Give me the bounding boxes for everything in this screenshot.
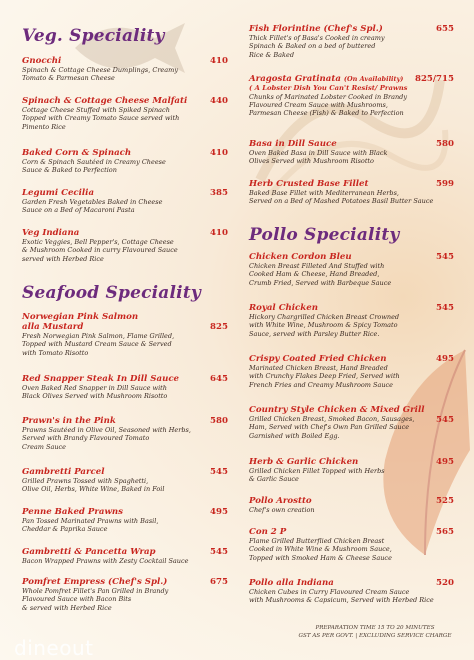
item-name: Herb & Garlic Chicken bbox=[249, 457, 359, 467]
veg-speciality-heading: Veg. Speciality bbox=[22, 26, 165, 46]
item-price: 495 bbox=[210, 507, 228, 517]
item-price: 545 bbox=[210, 547, 228, 557]
item-name: Pollo Arostto bbox=[249, 496, 312, 506]
menu-item-baked-corn bbox=[22, 148, 228, 175]
item-name: Basa in Dill Sauce bbox=[249, 139, 337, 149]
item-description: Flame Grilled Butterflied Chicken Breast Cooked in White Wine & Mushroom Sauce, Topped with Smoked Ham & Cheese Sauce bbox=[249, 537, 392, 562]
item-description: Hickory Chargrilled Chicken Breast Crowned with White Wine, Mushroom & Spicy Tomato Sauce, served with Parsley Butter Rice. bbox=[249, 313, 400, 338]
item-price: 520 bbox=[436, 578, 454, 588]
item-name: Norwegian Pink Salmon bbox=[22, 312, 139, 322]
menu-item-gambretti-parcel bbox=[22, 467, 228, 494]
menu-item-cordon-bleu bbox=[249, 252, 454, 287]
item-price: 580 bbox=[436, 139, 454, 149]
menu-item-pollo-arostto bbox=[249, 496, 454, 514]
item-price: 525 bbox=[436, 496, 454, 506]
item-description: Garden Fresh Vegetables Baked in Cheese Sauce on a Bed of Macaroni Pasta bbox=[22, 198, 163, 215]
item-name: Royal Chicken bbox=[249, 303, 318, 313]
item-description: Chicken Breast Filleted And Stuffed with Cooked Ham & Cheese, Hand Breaded, Crumb Fried, Served with Barbeque Sauce bbox=[249, 262, 392, 287]
menu-item-country-style bbox=[249, 405, 454, 440]
menu-item-legumi bbox=[22, 188, 228, 215]
item-description: Bacon Wrapped Prawns with Zesty Cocktail Sauce bbox=[22, 557, 189, 565]
item-description: Grilled Chicken Breast, Smoked Bacon, Sausages, Ham, Served with Chef's Own Pan Grilled Sauce Garnished with Boiled Egg. bbox=[249, 415, 415, 440]
item-price: 410 bbox=[210, 56, 228, 66]
item-description: Prawns Sautéed in Olive Oil, Seasoned with Herbs, Served with Brandy Flavoured Tomato Cream Sauce bbox=[22, 426, 191, 451]
item-name: Spinach & Cottage Cheese Malfati bbox=[22, 96, 188, 106]
menu-item-pollo-indiana bbox=[249, 578, 454, 605]
item-name: Aragosta Gratinata (On Availability) bbox=[249, 74, 404, 84]
menu-item-pancetta-wrap bbox=[22, 547, 228, 565]
item-name: Pollo alla Indiana bbox=[249, 578, 334, 588]
item-description: Thick Fillet's of Basa's Cooked in creamy Spinach & Baked on a bed of buttered Rice & Baked bbox=[249, 34, 385, 59]
item-name: Crispy Coated Fried Chicken bbox=[249, 354, 387, 364]
item-price: 440 bbox=[210, 96, 228, 106]
item-price: 645 bbox=[210, 374, 228, 384]
item-price: 545 bbox=[436, 252, 454, 262]
menu-item-penne-prawns bbox=[22, 507, 228, 534]
item-description: Baked Base Fillet with Mediterranean Herbs, Served on a Bed of Mashed Potatoes Basil Butter Sauce bbox=[249, 189, 434, 206]
menu-item-royal-chicken bbox=[249, 303, 454, 338]
footer-note bbox=[290, 624, 460, 640]
item-description: Grilled Chicken Fillet Topped with Herbs & Garlic Sauce bbox=[249, 467, 385, 484]
menu-item-veg-indiana bbox=[22, 228, 228, 263]
item-name-line2: alla Mustard bbox=[22, 322, 84, 332]
menu-item-pomfret bbox=[22, 577, 228, 612]
item-price: 599 bbox=[436, 179, 454, 189]
item-price: 545 bbox=[210, 467, 228, 477]
item-name: Pomfret Empress (Chef's Spl.) bbox=[22, 577, 168, 587]
item-price: 565 bbox=[436, 527, 454, 537]
item-name: Prawn's in the Pink bbox=[22, 416, 116, 426]
item-description: Oven Baked Red Snapper in Dill Sauce with Black Olives Served with Mushroom Risotto bbox=[22, 384, 168, 401]
menu-item-gnocchi bbox=[22, 56, 228, 83]
item-name: Baked Corn & Spinach bbox=[22, 148, 132, 158]
item-name: Country Style Chicken & Mixed Grill bbox=[249, 405, 425, 415]
item-description: Exotic Veggies, Bell Pepper's, Cottage Cheese & Mushroom Cooked in curry Flavoured Sauce served with Herbed Rice bbox=[22, 238, 178, 263]
item-description: Chef's own creation bbox=[249, 506, 315, 514]
item-price: 545 bbox=[436, 303, 454, 313]
item-description: Oven Baked Basa in Dill Sauce with Black Olives Served with Mushroom Risotto bbox=[249, 149, 388, 166]
item-price: 825/715 bbox=[414, 74, 454, 84]
tax-note: GST AS PER GOVT. | EXCLUDING SERVICE CHARGE bbox=[298, 633, 452, 639]
dineout-watermark: dineout bbox=[14, 636, 94, 660]
menu-item-con-2-p bbox=[249, 527, 454, 562]
item-name: Gambretti & Pancetta Wrap bbox=[22, 547, 156, 557]
item-price: 385 bbox=[210, 188, 228, 198]
item-subtitle: ( A Lobster Dish You Can't Resist/ Prawns bbox=[249, 84, 408, 92]
item-name: Herb Crusted Base Fillet bbox=[249, 179, 369, 189]
menu-item-malfati bbox=[22, 96, 228, 131]
item-description: Spinach & Cottage Cheese Dumplings, Creamy Tomato & Parmesan Cheese bbox=[22, 66, 178, 83]
menu-item-basa-dill bbox=[249, 139, 454, 166]
preparation-time-note: PREPARATION TIME 15 TO 20 MINUTES bbox=[315, 625, 435, 631]
item-description: Corn & Spinach Sautéed in Creamy Cheese Sauce & Baked to Perfection bbox=[22, 158, 166, 175]
menu-item-salmon bbox=[22, 312, 228, 357]
item-price: 495 bbox=[436, 354, 454, 364]
item-description: Grilled Prawns Tossed with Spaghetti, Olive Oil, Herbs, White Wine, Baked in Foil bbox=[22, 477, 165, 494]
menu-item-fish-florintine bbox=[249, 24, 454, 59]
item-name: Gambretti Parcel bbox=[22, 467, 105, 477]
item-name: Con 2 P bbox=[249, 527, 287, 537]
menu-item-crispy-fried-chicken bbox=[249, 354, 454, 389]
item-price: 410 bbox=[210, 228, 228, 238]
item-price: 495 bbox=[436, 457, 454, 467]
item-description: Chunks of Marinated Lobster Cooked in Brandy Flavoured Cream Sauce with Mushrooms, Parmesan Cheese (Fish) & Baked to Perfection bbox=[249, 92, 408, 118]
item-price: 655 bbox=[436, 24, 454, 34]
item-description: Fresh Norwegian Pink Salmon, Flame Grilled, Topped with Mustard Cream Sauce & Served with Tomato Risotto bbox=[22, 332, 175, 357]
pollo-speciality-heading: Pollo Speciality bbox=[249, 225, 400, 245]
seafood-speciality-heading: Seafood Speciality bbox=[22, 283, 201, 303]
item-price: 545 bbox=[436, 415, 454, 425]
item-name: Penne Baked Prawns bbox=[22, 507, 123, 517]
item-price: 410 bbox=[210, 148, 228, 158]
item-description: Chicken Cubes in Curry Flavoured Cream Sauce with Mushrooms & Capsicum, Served with Herbed Rice bbox=[249, 588, 434, 605]
menu-item-aragosta bbox=[249, 74, 454, 117]
item-price: 675 bbox=[210, 577, 228, 587]
item-name: Chicken Cordon Bleu bbox=[249, 252, 352, 262]
item-description: Pan Tossed Marinated Prawns with Basil, Cheddar & Paprika Sauce bbox=[22, 517, 159, 534]
menu-item-prawns-pink bbox=[22, 416, 228, 451]
item-price: 825 bbox=[210, 322, 228, 332]
menu-item-herb-garlic bbox=[249, 457, 454, 484]
menu-item-herb-crusted-basa bbox=[249, 179, 454, 206]
item-name: Legumi Cecilia bbox=[22, 188, 95, 198]
item-name: Fish Florintine (Chef's Spl.) bbox=[249, 24, 383, 34]
item-price: 580 bbox=[210, 416, 228, 426]
menu-item-red-snapper bbox=[22, 374, 228, 401]
item-description: Marinated Chicken Breast, Hand Breaded with Crunchy Flakes Deep Fried, Served with French Fries and Creamy Mushroom Sauce bbox=[249, 364, 400, 389]
item-name: Gnocchi bbox=[22, 56, 62, 66]
item-description: Whole Pomfret Fillet's Pan Grilled in Brandy Flavoured Sauce with Bacon Bits & served with Herbed Rice bbox=[22, 587, 169, 612]
item-description: Cottage Cheese Stuffed with Spiked Spinach Topped with Creamy Tomato Sauce served with Pimento Rice bbox=[22, 106, 180, 131]
item-name: Veg Indiana bbox=[22, 228, 80, 238]
availability-note: (On Availability) bbox=[343, 75, 404, 83]
item-name: Red Snapper Steak In Dill Sauce bbox=[22, 374, 180, 384]
